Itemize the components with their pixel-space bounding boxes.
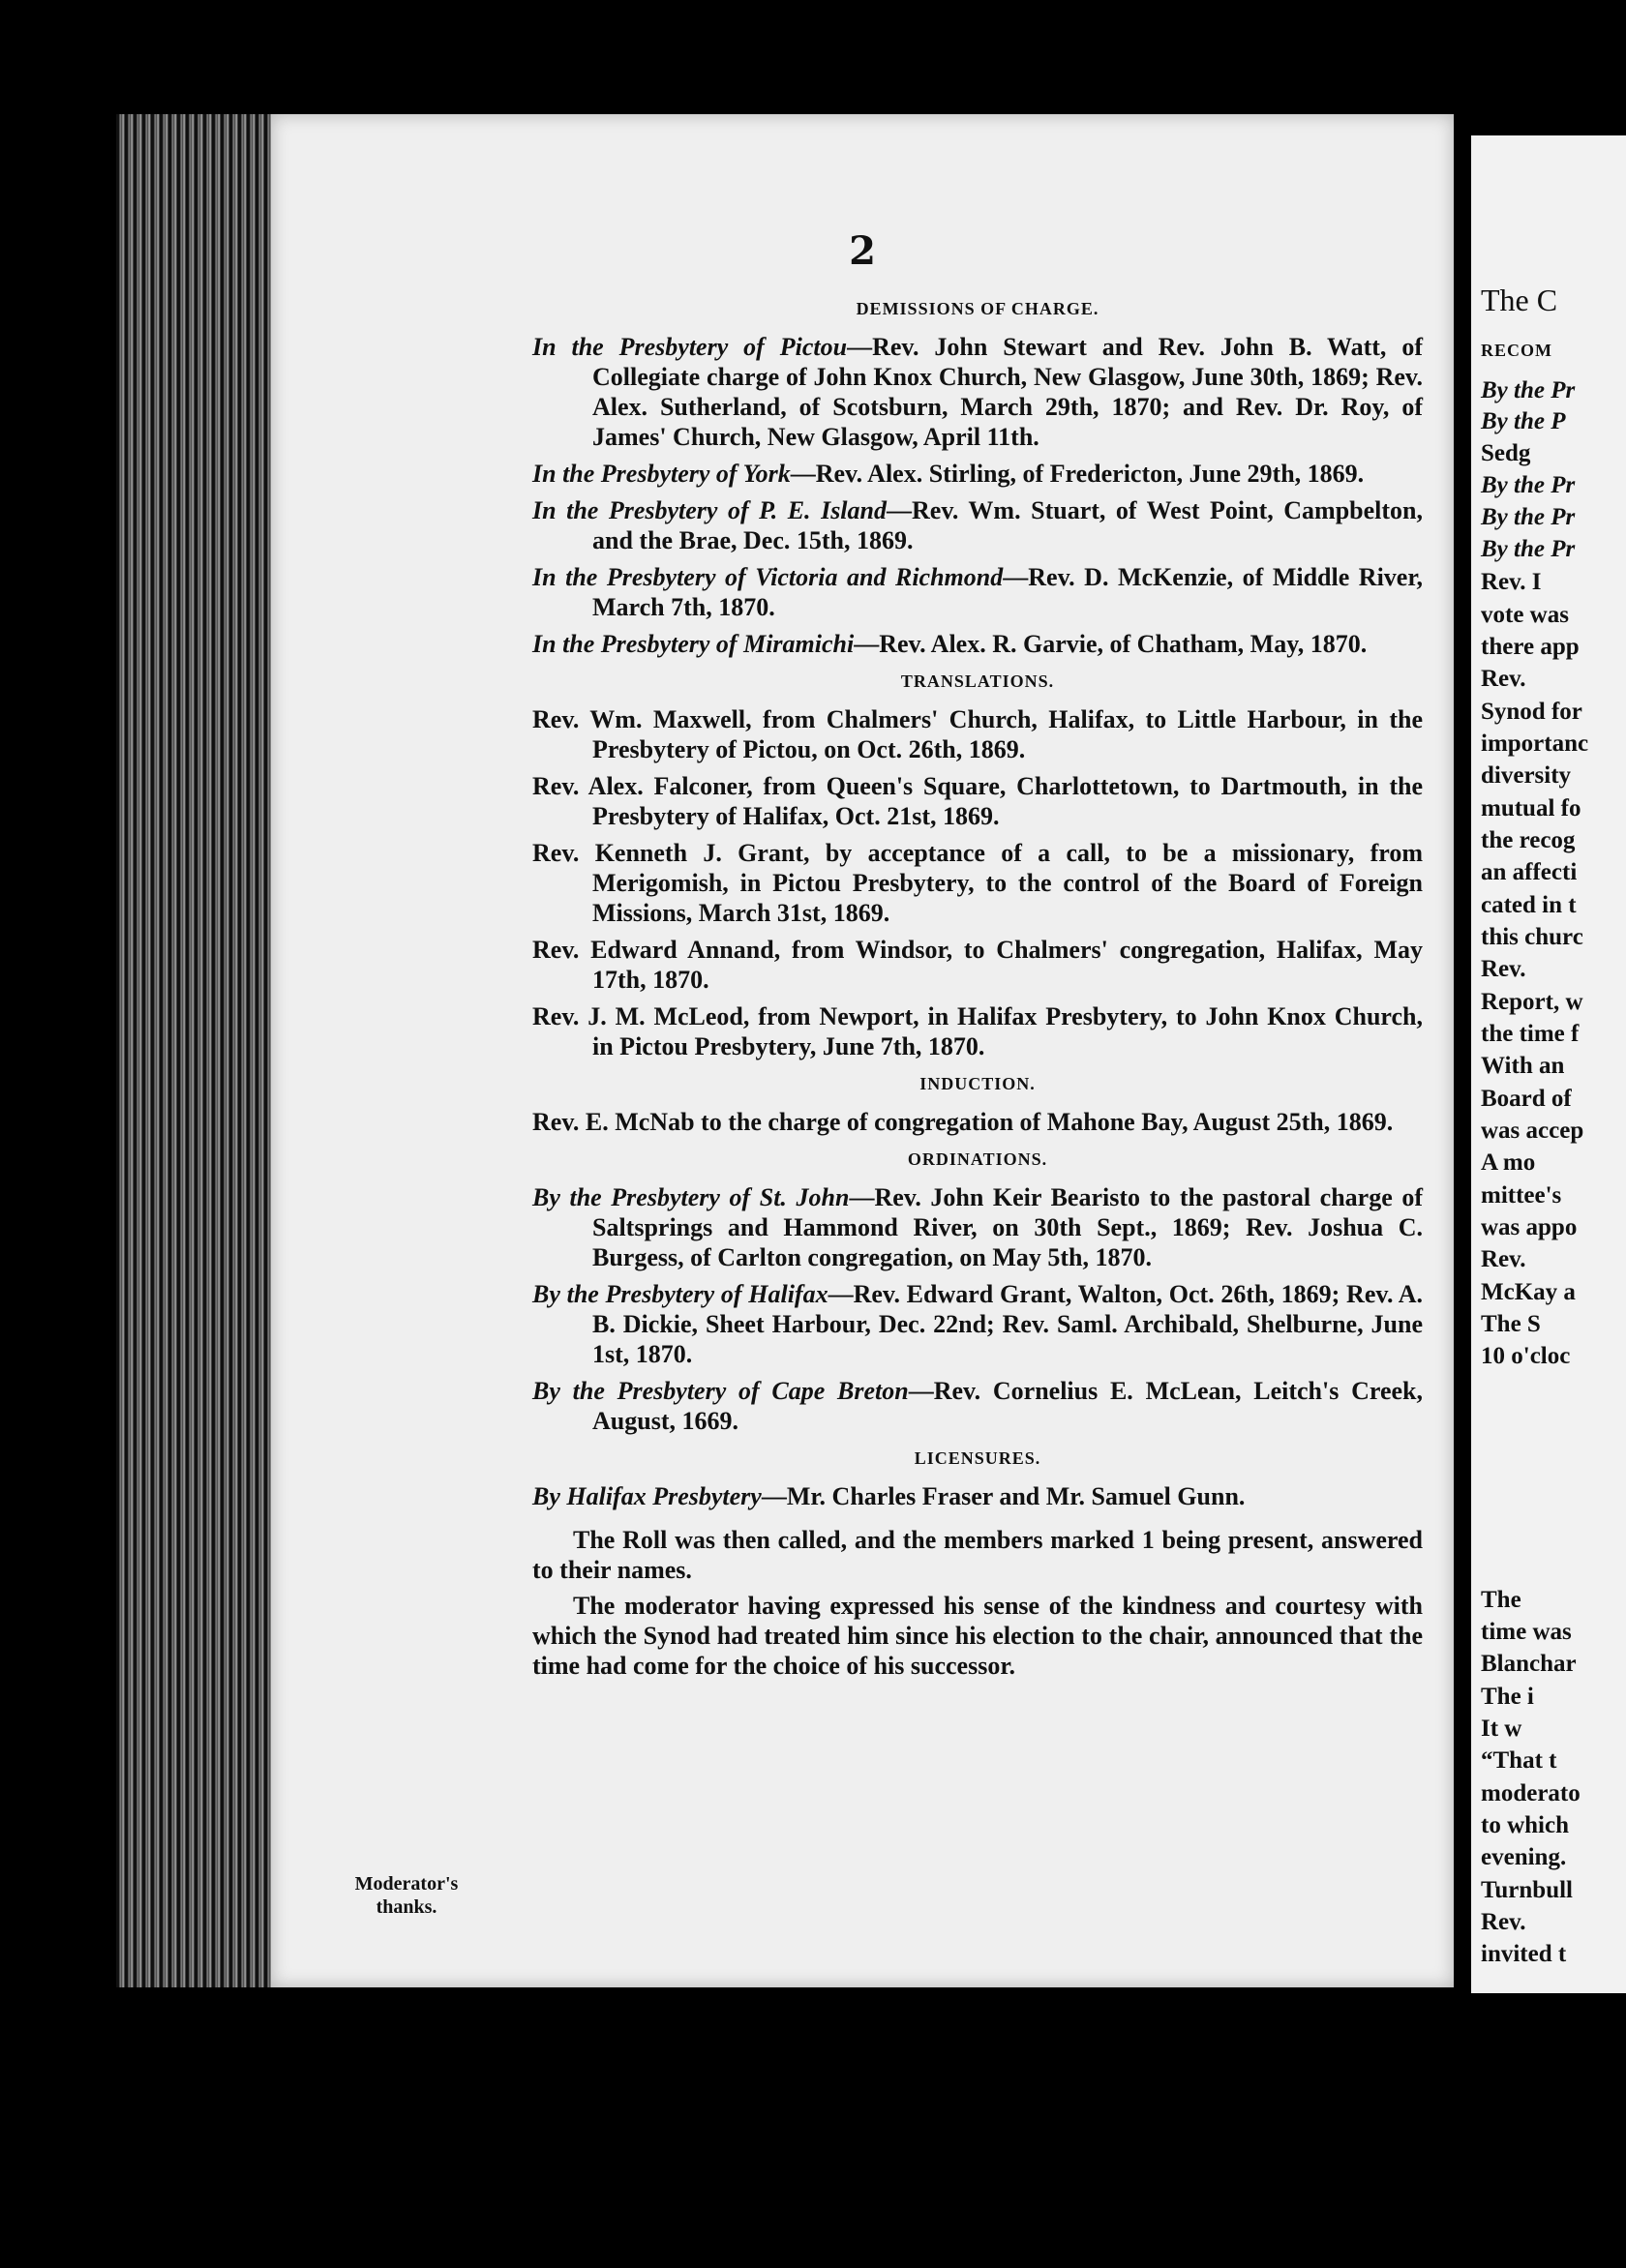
next-page-line: evening. [1481, 1844, 1567, 1870]
entry [532, 495, 1423, 555]
entry-text: —Rev. John Stewart and Rev. John B. Watt, of Collegiate charge of John Knox Church, New Glasgow, June 30th, 1869; Rev. Alex. Sutherland, of Scotsburn, March 29th, 1870; and Rev. Dr. Roy, of James' Church, New Glasgow, April 11th. [592, 333, 1423, 451]
section-heading: INDUCTION. [919, 1074, 1036, 1093]
right-page-fragment [1471, 135, 1626, 1993]
entry-text: Rev. J. M. McLeod, from Newport, in Halifax Presbytery, to John Knox Church, in Pictou Presbytery, June 7th, 1870. [532, 1002, 1423, 1060]
entry [532, 332, 1423, 452]
entry-text: —Rev. Edward Grant, Walton, Oct. 26th, 1869; Rev. A. B. Dickie, Sheet Harbour, Dec. 22nd; Rev. Saml. Archibald, Shelburne, June 1st, 1870. [592, 1280, 1423, 1368]
next-page-line: With an [1481, 1053, 1565, 1079]
next-page-line: “That t [1481, 1747, 1557, 1774]
entry [532, 1182, 1423, 1272]
next-page-line: RECOM [1481, 341, 1552, 360]
section-heading: ORDINATIONS. [907, 1149, 1048, 1169]
next-page-line: Report, w [1481, 989, 1583, 1015]
next-page-line: The S [1481, 1311, 1541, 1337]
next-page-line: time was [1481, 1619, 1572, 1645]
entry [532, 629, 1423, 659]
entry-lead: By the Presbytery of Halifax [532, 1280, 828, 1308]
entry-text: —Rev. Cornelius E. McLean, Leitch's Creek, August, 1669. [592, 1377, 1423, 1435]
entry-text: —Rev. D. McKenzie, of Middle River, March 7th, 1870. [592, 563, 1423, 621]
next-page-line: Rev. [1481, 1909, 1526, 1935]
body-paragraph: The moderator having expressed his sense of the kindness and courtesy with which the Synod had treated him since his election to the chair, announced that the time had come for the choice of his successor. [532, 1592, 1423, 1680]
page-number: 2 [849, 228, 876, 274]
entry [532, 562, 1423, 622]
next-page-line: By the P [1481, 408, 1566, 434]
next-page-line: an affecti [1481, 859, 1578, 885]
next-page-line: Rev. [1481, 1246, 1526, 1272]
entry [532, 1376, 1423, 1436]
entry-lead: In the Presbytery of Miramichi [532, 630, 855, 658]
entry-text: —Rev. Wm. Stuart, of West Point, Campbelton, and the Brae, Dec. 15th, 1869. [592, 496, 1423, 554]
entry-text: —Mr. Charles Fraser and Mr. Samuel Gunn. [761, 1482, 1246, 1510]
next-page-line: The i [1481, 1684, 1534, 1710]
entry [532, 838, 1423, 928]
entry-text: Rev. Edward Annand, from Windsor, to Chalmers' congregation, Halifax, May 17th, 1870. [532, 936, 1423, 994]
next-page-line: It w [1481, 1716, 1522, 1742]
entry [532, 1001, 1423, 1061]
entry-text: Rev. E. McNab to the charge of congregation of Mahone Bay, August 25th, 1869. [532, 1108, 1394, 1136]
next-page-line: Rev. [1481, 666, 1526, 692]
section-heading: TRANSLATIONS. [900, 671, 1055, 691]
book-page-edges [116, 114, 271, 1987]
next-page-line: By the Pr [1481, 472, 1576, 498]
next-page-line: was appo [1481, 1214, 1578, 1240]
next-page-line: By the Pr [1481, 504, 1576, 530]
left-page [271, 114, 1454, 1987]
next-page-line: invited t [1481, 1941, 1567, 1967]
next-page-line: importanc [1481, 731, 1589, 757]
entry [532, 1279, 1423, 1369]
next-page-line: 10 o'cloc [1481, 1343, 1571, 1369]
marginal-note: Moderator's thanks. [354, 1873, 459, 1918]
next-page-line: McKay a [1481, 1279, 1576, 1305]
next-page-line: the time f [1481, 1021, 1580, 1047]
next-page-line: The C [1481, 283, 1558, 317]
entry-lead: In the Presbytery of P. E. Island [532, 496, 887, 524]
entry-lead: In the Presbytery of Victoria and Richmond [532, 563, 1004, 591]
next-page-line: The [1481, 1587, 1521, 1613]
next-page-line: diversity [1481, 762, 1572, 789]
section-heading: DEMISSIONS OF CHARGE. [856, 299, 1099, 318]
next-page-line: mutual fo [1481, 795, 1581, 821]
body-paragraph: The Roll was then called, and the members marked 1 being present, answered to their names. [532, 1526, 1423, 1584]
next-page-line: Board of [1481, 1086, 1572, 1112]
entry-lead: By the Presbytery of St. John [532, 1183, 850, 1211]
next-page-line: Rev. [1481, 956, 1526, 982]
next-page-line: mittee's [1481, 1182, 1562, 1209]
entry-lead: By the Presbytery of Cape Breton [532, 1377, 909, 1405]
entry [532, 459, 1423, 489]
next-page-line: to which [1481, 1812, 1569, 1838]
entry-lead: In the Presbytery of Pictou [532, 333, 848, 361]
next-page-line: Turnbull [1481, 1877, 1573, 1903]
entry-text: —Rev. Alex. R. Garvie, of Chatham, May, 1870. [854, 630, 1368, 658]
entry-lead: In the Presbytery of York [532, 460, 791, 488]
next-page-line: Synod for [1481, 699, 1582, 725]
next-page-line: cated in t [1481, 892, 1577, 918]
book-gutter [1454, 114, 1471, 2001]
entry-lead: By Halifax Presbytery [532, 1482, 762, 1510]
entry [532, 771, 1423, 831]
entry-text: Rev. Wm. Maxwell, from Chalmers' Church, Halifax, to Little Harbour, in the Presbytery of Pictou, on Oct. 26th, 1869. [532, 705, 1423, 763]
next-page-line: moderato [1481, 1780, 1581, 1806]
next-page-line: Rev. I [1481, 569, 1542, 595]
entry-text: Rev. Alex. Falconer, from Queen's Square, Charlottetown, to Dartmouth, in the Presbytery of Halifax, Oct. 21st, 1869. [532, 772, 1423, 830]
next-page-line: there app [1481, 634, 1580, 660]
next-page-line: Sedg [1481, 440, 1531, 466]
next-page-line: Blanchar [1481, 1651, 1577, 1677]
entry-text: Rev. Kenneth J. Grant, by acceptance of a call, to be a missionary, from Merigomish, in Pictou Presbytery, to the control of the Board of Foreign Missions, March 31st, 1869. [532, 839, 1423, 927]
entry-text: —Rev. John Keir Bearisto to the pastoral charge of Saltsprings and Hammond River, on 30th Sept., 1869; Rev. Joshua C. Burgess, of Carlton congregation, on May 5th, 1870. [592, 1183, 1423, 1271]
entry [532, 704, 1423, 764]
next-page-line: was accep [1481, 1118, 1584, 1144]
next-page-line: vote was [1481, 602, 1569, 628]
next-page-line: By the Pr [1481, 377, 1576, 403]
next-page-line: this churc [1481, 924, 1583, 950]
next-page-line: By the Pr [1481, 536, 1576, 562]
entry [532, 935, 1423, 995]
page-body-text [532, 286, 1423, 1686]
entry [532, 1107, 1423, 1137]
entry [532, 1481, 1423, 1511]
entry-text: —Rev. Alex. Stirling, of Fredericton, June 29th, 1869. [790, 460, 1365, 488]
next-page-line: the recog [1481, 827, 1576, 853]
section-heading: LICENSURES. [914, 1448, 1041, 1468]
next-page-line: A mo [1481, 1149, 1536, 1176]
